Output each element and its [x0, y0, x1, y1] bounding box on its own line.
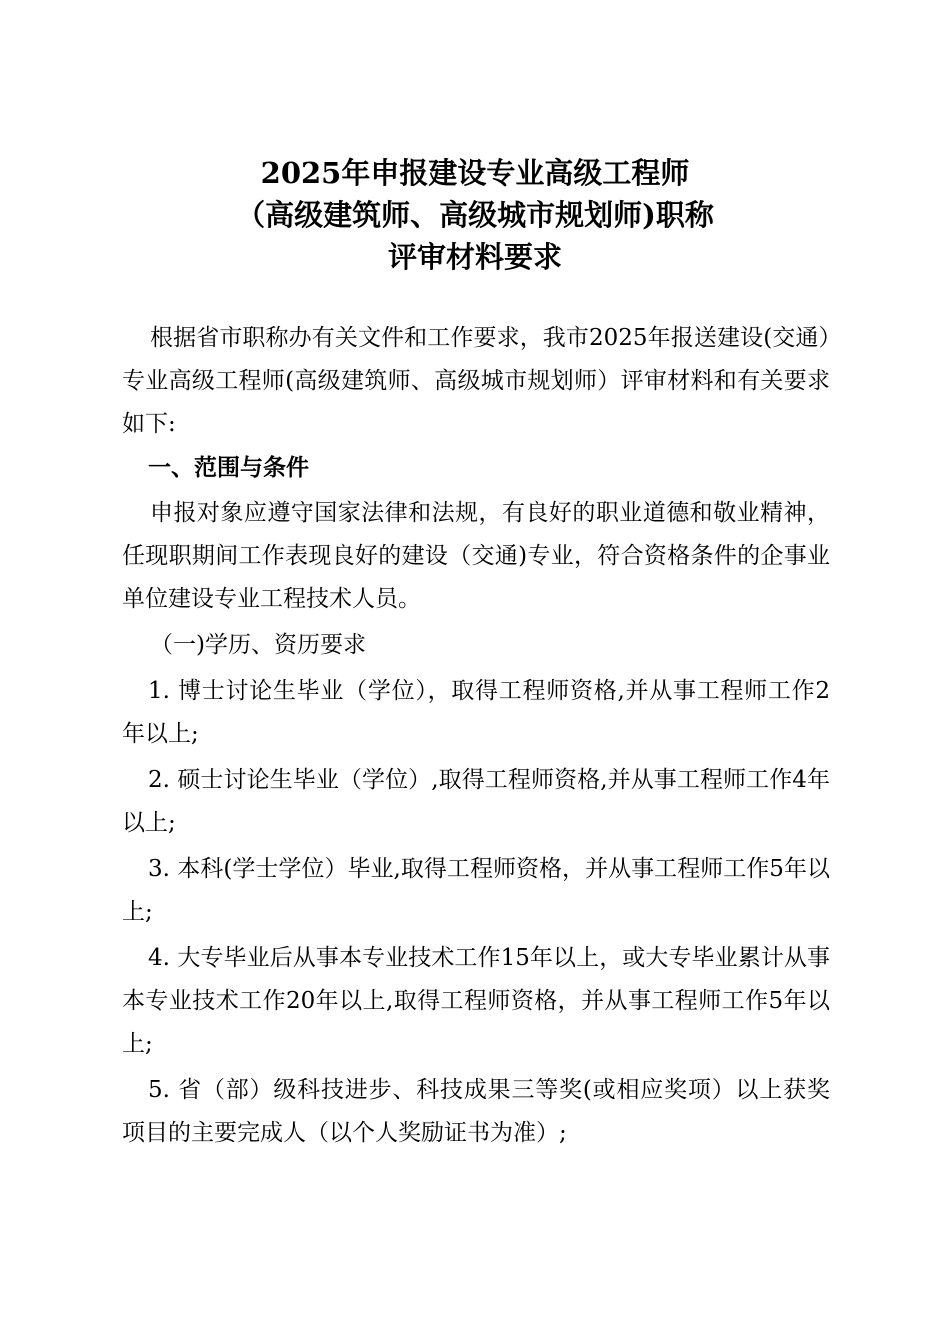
requirement-item-5: 5. 省（部）级科技进步、科技成果三等奖(或相应奖项）以上获奖项目的主要完成人（以个人奖励证书为准）;	[122, 1077, 830, 1146]
requirement-item-4: 4. 大专毕业后从事本专业技术工作15年以上，或大专毕业累计从事本专业技术工作20年以上,取得工程师资格，并从事工程师工作5年以上;	[122, 945, 830, 1057]
document-title	[0, 152, 950, 278]
requirement-item-1: 1. 博士讨论生毕业（学位），取得工程师资格,并从事工程师工作2年以上;	[122, 678, 830, 747]
title-line-2: （高级建筑师、高级城市规划师)职称	[236, 198, 714, 232]
requirement-item-2: 2. 硕士讨论生毕业（学位）,取得工程师资格,并从事工程师工作4年以上;	[122, 767, 830, 836]
document-body	[122, 317, 830, 1155]
section-paragraph: 申报对象应遵守国家法律和法规，有良好的职业道德和敬业精神，任现职期间工作表现良好的建设（交通)专业，符合资格条件的企事业单位建设专业工程技术人员。	[122, 500, 830, 612]
subsection-heading: （一)学历、资历要求	[150, 632, 366, 658]
section-heading: 一、范围与条件	[148, 454, 309, 481]
requirement-item-3: 3. 本科(学士学位）毕业,取得工程师资格，并从事工程师工作5年以上;	[122, 856, 830, 925]
title-line-1: 2025年申报建设专业高级工程师	[260, 156, 690, 190]
title-line-3: 评审材料要求	[387, 240, 562, 274]
intro-paragraph: 根据省市职称办有关文件和工作要求，我市2025年报送建设(交通）专业高级工程师(高级建筑师、高级城市规划师）评审材料和有关要求如下:	[122, 325, 830, 437]
